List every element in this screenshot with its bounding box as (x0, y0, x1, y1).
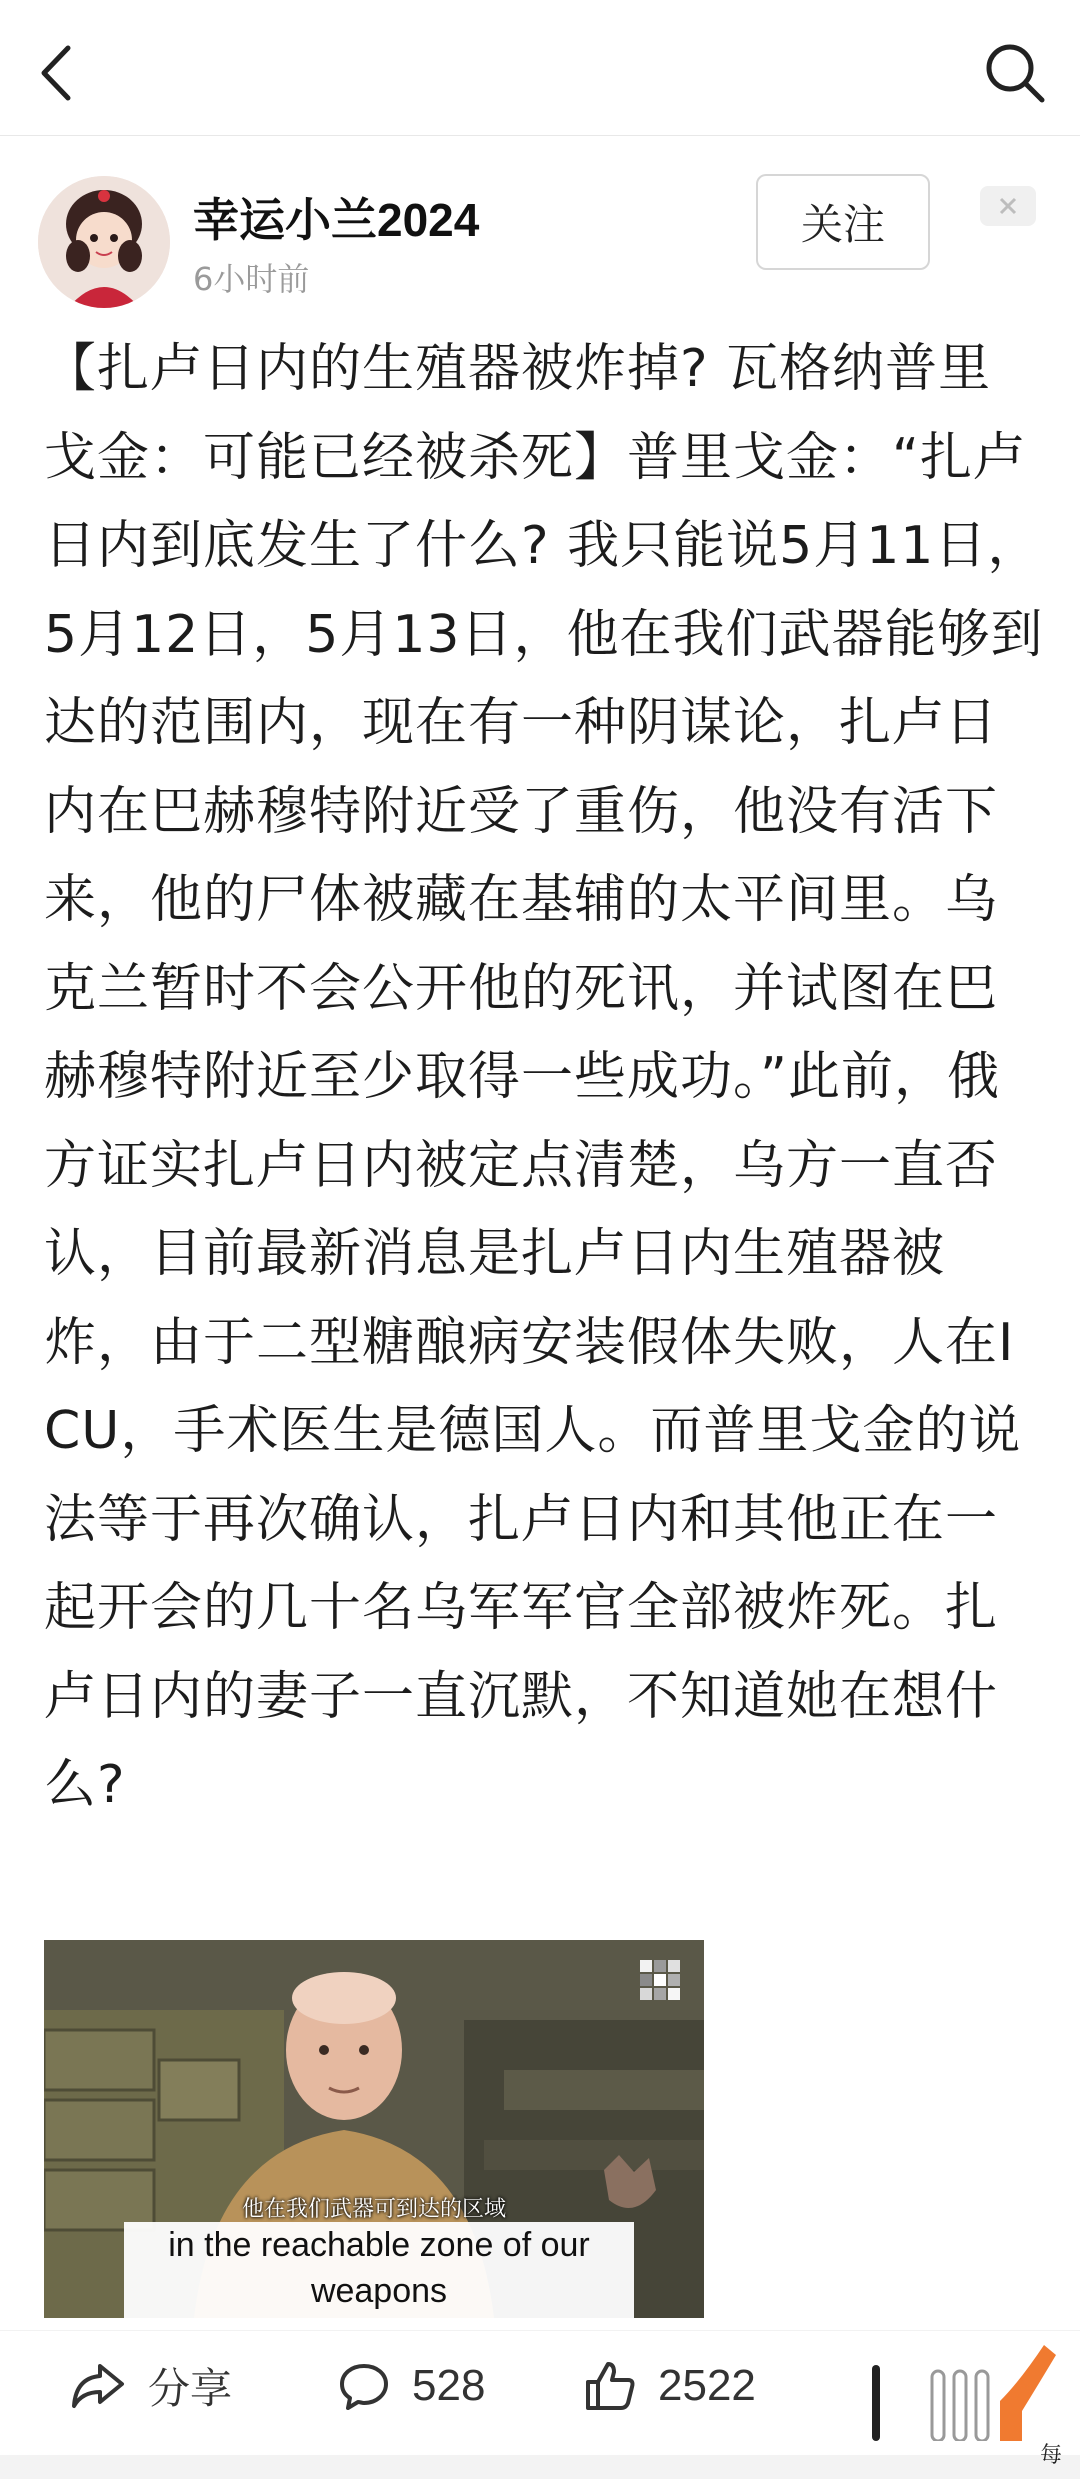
back-button[interactable] (28, 38, 88, 108)
share-icon (70, 2360, 126, 2412)
search-button[interactable] (980, 38, 1050, 108)
close-icon (997, 195, 1019, 217)
corner-character: 每 (1039, 2443, 1062, 2468)
thumbs-up-icon (584, 2360, 636, 2412)
post-body-text: 【扎卢日内的生殖器被炸掉? 瓦格纳普里戈金：可能已经被杀死】普里戈金：“扎卢日内到底发生了什么? 我只能说5月11日，5月12日，5月13日，他在我们武器能够到达的范围内，现在有一种阴谋论，扎卢日内在巴赫穆特附近受了重伤，他没有活下来，他的尸体被藏在基辅的太平间里。乌克兰暂时不会公开他的死讯，并试图在巴赫穆特附近至少取得一些成功。”此前，俄方证实扎卢日内被定点清楚，乌方一直否认，目前最新消息是扎卢日内生殖器被炸，由于二型糖酿病安装假体失败，人在ICU，手术医生是德国人。而普里戈金的说法等于再次确认，扎卢日内和其他正在一起开会的几十名乌军军官全部被炸死。扎卢日内的妻子一直沉默，不知道她在想什么? (44, 339, 1044, 1815)
share-label: 分享 (148, 2364, 233, 2413)
author-header (0, 168, 1080, 308)
post-video-thumbnail[interactable] (44, 1940, 704, 2318)
like-count: 2522 (658, 2361, 756, 2410)
action-bar (0, 2330, 1080, 2441)
top-bar (0, 0, 1080, 136)
like-button[interactable] (584, 2355, 756, 2417)
chevron-left-icon (28, 38, 88, 108)
overlay-decoration (860, 2341, 1080, 2441)
avatar[interactable] (38, 176, 170, 308)
comment-icon (338, 2360, 390, 2412)
striped-overlay-icon (860, 2341, 1080, 2441)
comment-button[interactable] (338, 2355, 485, 2417)
video-subtitle-chinese: 他在我们武器可到达的区域 (241, 2197, 506, 2222)
watermark-mosaic (640, 1960, 680, 2000)
comment-count: 528 (412, 2361, 486, 2410)
close-button[interactable] (980, 186, 1036, 226)
avatar-image (38, 176, 170, 308)
bottom-strip (0, 2455, 1080, 2479)
search-icon (980, 38, 1050, 108)
follow-button[interactable]: 关注 (756, 174, 930, 270)
video-subtitle-english: in the reachable zone of our weapons (124, 2222, 634, 2318)
post-time: 6小时前 (193, 260, 310, 298)
author-name[interactable]: 幸运小兰2024 (193, 194, 480, 246)
share-button[interactable] (70, 2355, 232, 2417)
